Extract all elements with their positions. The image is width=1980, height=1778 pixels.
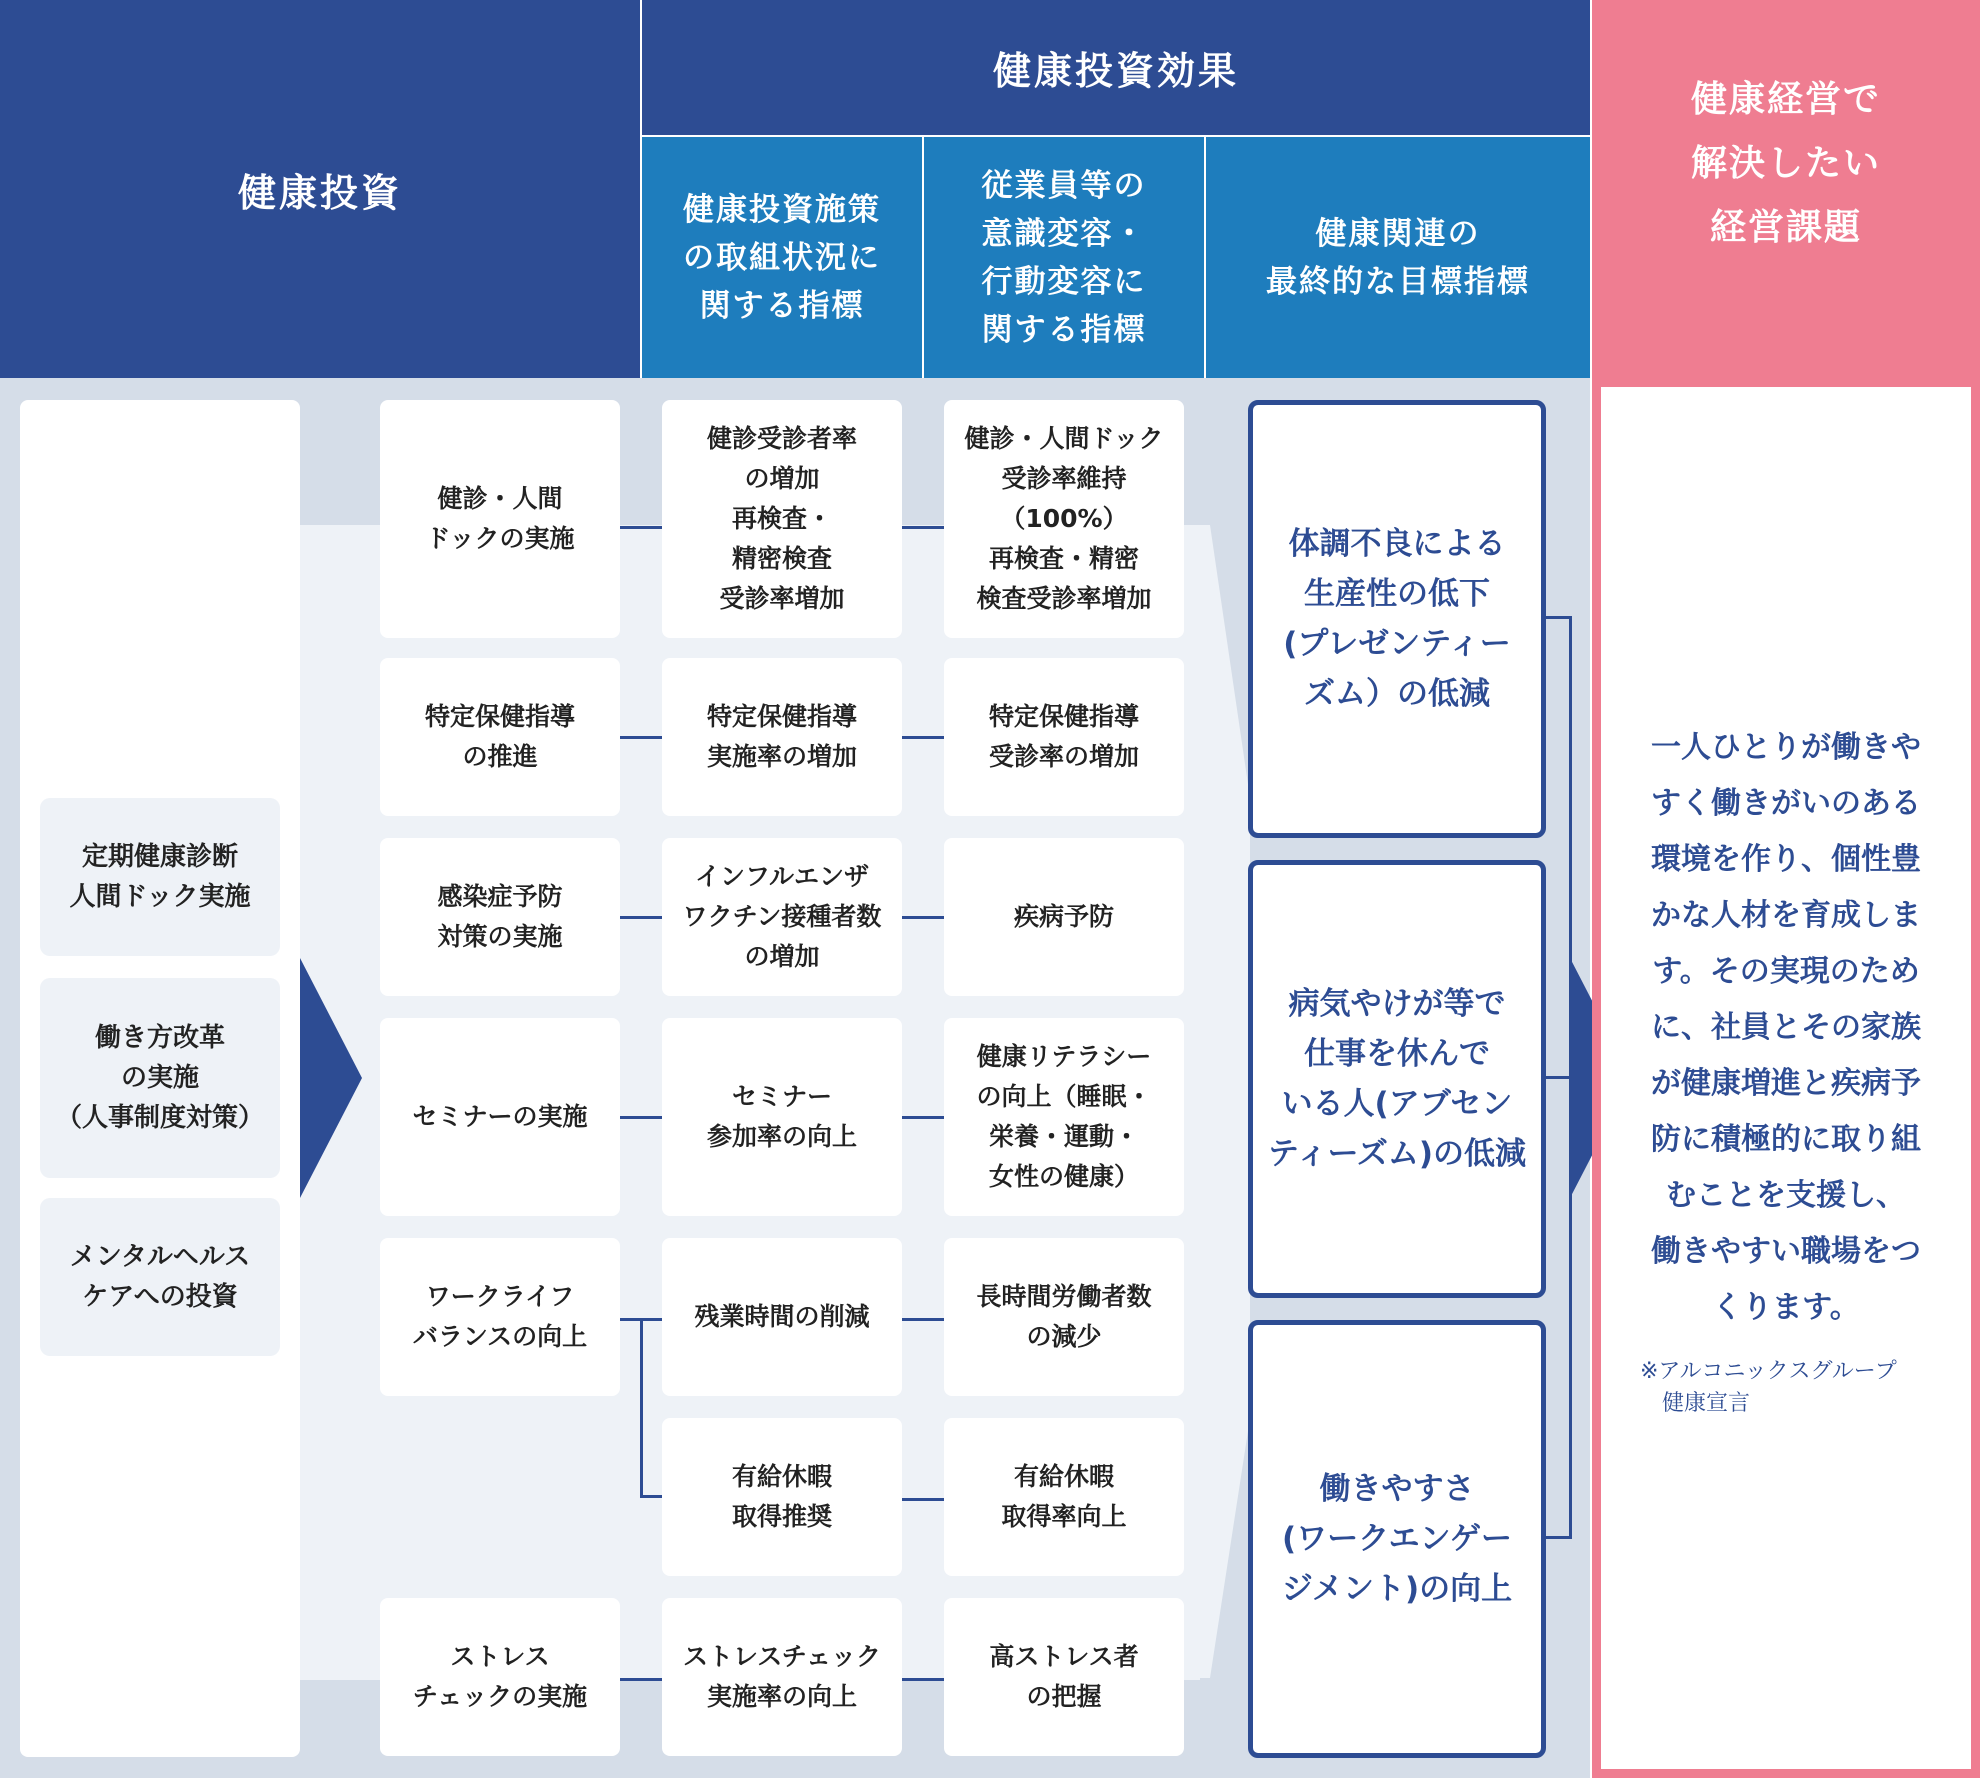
funnel-shape [1180,378,1250,1778]
initiative-index-card: セミナー 参加率の向上 [662,1018,902,1216]
initiative-index-card: 有給休暇 取得推奨 [662,1418,902,1576]
investment-item: 定期健康診断 人間ドック実施 [40,798,280,956]
initiative-card: ストレス チェックの実施 [380,1598,620,1756]
behavior-index-card: 特定保健指導 受診率の増加 [944,658,1184,816]
goal-bracket [1546,1076,1572,1079]
header-investment: 健康投資 [0,0,640,378]
connector-line [620,1678,662,1681]
initiative-index-card: ストレスチェック 実施率の向上 [662,1598,902,1756]
initiative-index-card: インフルエンザ ワクチン接種者数 の増加 [662,838,902,996]
behavior-index-card: 高ストレス者 の把握 [944,1598,1184,1756]
investment-item: 働き方改革 の実施 （人事制度対策） [40,978,280,1178]
behavior-index-card: 疾病予防 [944,838,1184,996]
connector-line [620,916,662,919]
goal-bracket [1546,1536,1572,1539]
connector-line [902,1678,944,1681]
behavior-index-card: 健診・人間ドック 受診率維持 （100%） 再検査・精密 検査受診率増加 [944,400,1184,638]
initiative-card: 感染症予防 対策の実施 [380,838,620,996]
goal-absenteeism: 病気やけが等で 仕事を休んで いる人(アブセン ティーズム)の低減 [1248,860,1546,1298]
header-final-index: 健康関連の 最終的な目標指標 [1206,137,1590,378]
header-issue: 健康経営で 解決したい 経営課題 [1592,0,1980,378]
connector-line [902,1498,944,1501]
header-effect: 健康投資効果 [642,0,1590,135]
initiative-index-card: 特定保健指導 実施率の増加 [662,658,902,816]
issue-note: ※アルコニックスグループ 健康宣言 [1640,1359,1897,1416]
issue-statement: 一人ひとりが働きや すく働きがいのある 環境を作り、個性豊 かな人材を育成しま す。その実現のため に、社員とその家族 が健康増進と疾病予 防に積極的に取り組 むことを支援し、 働きやすい職場をつ くります。 [1651,730,1921,1325]
initiative-card: 健診・人間 ドックの実施 [380,400,620,638]
initiative-card: セミナーの実施 [380,1018,620,1216]
connector-line [620,526,662,529]
arrow-right-icon [300,958,362,1198]
investment-item: メンタルヘルス ケアへの投資 [40,1198,280,1356]
connector-line [902,1116,944,1119]
header-initiative-index: 健康投資施策 の取組状況に 関する指標 [642,137,922,378]
connector-line [902,916,944,919]
goal-engagement: 働きやすさ (ワークエンゲー ジメント)の向上 [1248,1320,1546,1758]
goal-presenteeism: 体調不良による 生産性の低下 (プレゼンティー ズム）の低減 [1248,400,1546,838]
connector-line [902,1318,944,1321]
header-behavior-index: 従業員等の 意識変容・ 行動変容に 関する指標 [924,137,1204,378]
connector-line [640,1318,643,1498]
connector-line [640,1495,662,1498]
connector-line [620,1116,662,1119]
initiative-card: ワークライフ バランスの向上 [380,1238,620,1396]
connector-line [902,736,944,739]
initiative-card: 特定保健指導 の推進 [380,658,620,816]
behavior-index-card: 健康リテラシー の向上（睡眠・ 栄養・運動・ 女性の健康） [944,1018,1184,1216]
behavior-index-card: 長時間労働者数 の減少 [944,1238,1184,1396]
initiative-index-card: 残業時間の削減 [662,1238,902,1396]
connector-line [902,526,944,529]
initiative-index-card: 健診受診者率 の増加 再検査・ 精密検査 受診率増加 [662,400,902,638]
behavior-index-card: 有給休暇 取得率向上 [944,1418,1184,1576]
connector-line [620,736,662,739]
